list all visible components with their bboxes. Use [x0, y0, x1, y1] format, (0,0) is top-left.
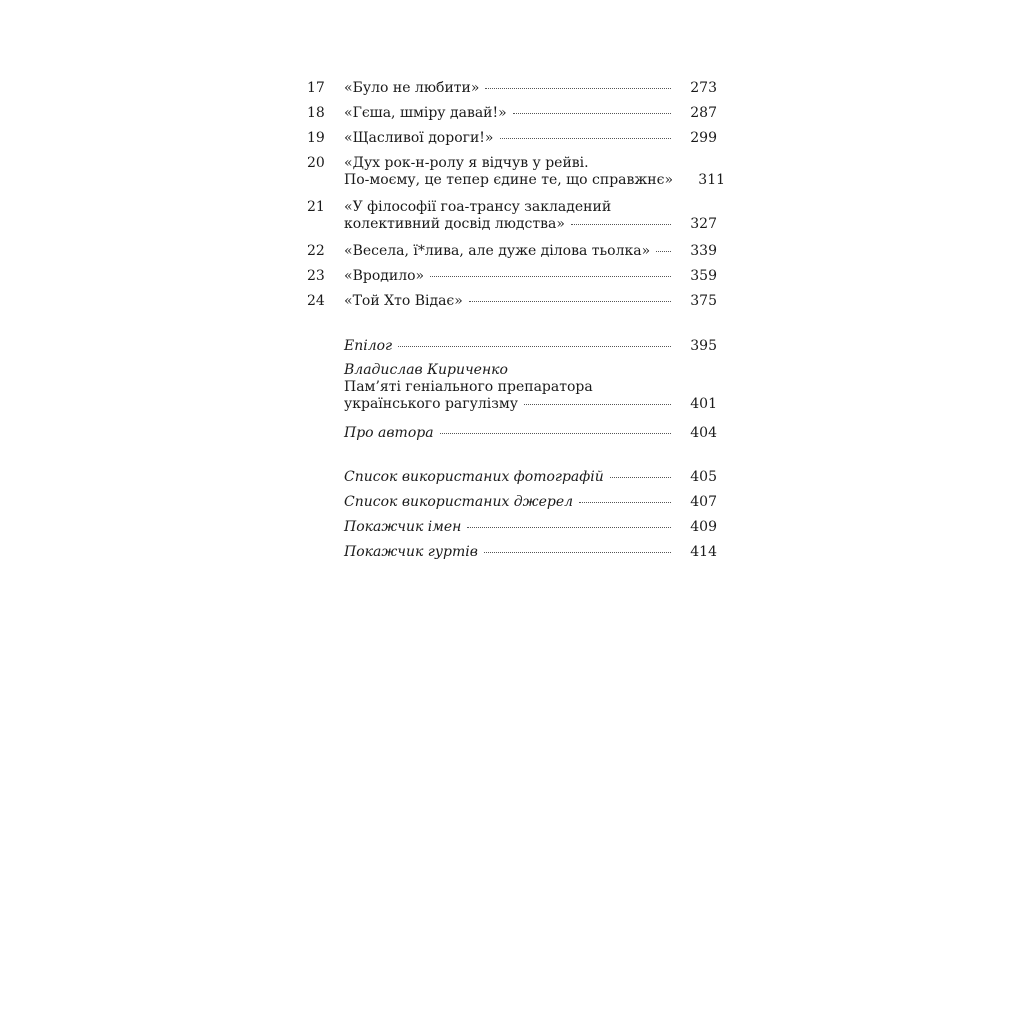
dot-leader [430, 276, 671, 277]
page-number: 299 [690, 130, 717, 146]
dot-leader [656, 251, 671, 252]
toc-entry-name-index[interactable] [344, 519, 717, 535]
chapter-title: «Той Хто Відає» [344, 293, 463, 309]
chapter-number: 19 [307, 130, 325, 146]
toc-entry-23[interactable] [307, 268, 717, 284]
page-number: 339 [690, 243, 717, 259]
dot-leader [524, 404, 671, 405]
page-number: 273 [690, 80, 717, 96]
chapter-title: «Вродило» [344, 268, 425, 284]
page-number: 401 [690, 396, 717, 412]
dot-leader [484, 552, 671, 553]
dot-leader [513, 113, 671, 114]
page-number: 407 [690, 494, 717, 510]
toc-entry-photo-list[interactable] [344, 469, 717, 485]
toc-entry-24[interactable] [307, 293, 717, 309]
section-title: Покажчик гуртів [344, 544, 478, 560]
section-title: Покажчик імен [344, 519, 462, 535]
toc-entry-19[interactable] [307, 130, 717, 146]
chapter-number: 20 [307, 155, 325, 171]
dot-leader [500, 138, 672, 139]
section-title: Список використаних фотографій [344, 469, 604, 485]
section-title: Про автора [344, 425, 434, 441]
toc-entry-20[interactable] [307, 155, 726, 188]
chapter-title: «Весела, ї*лива, але дуже ділова тьолка» [344, 243, 651, 259]
section-title: Список використаних джерел [344, 494, 574, 510]
section-title: Епілог [344, 338, 393, 354]
page-number: 327 [690, 216, 717, 232]
toc-entry-17[interactable] [307, 80, 717, 96]
toc-entry-about-author[interactable] [344, 425, 717, 441]
dot-leader [610, 477, 671, 478]
page-number: 375 [690, 293, 717, 309]
chapter-title-line-1: «У філософії гоа-трансу закладений [344, 199, 612, 215]
chapter-number: 18 [307, 105, 325, 121]
page-number: 409 [690, 519, 717, 535]
page-number: 405 [690, 469, 717, 485]
page-number: 414 [690, 544, 717, 560]
toc-entry-22[interactable] [307, 243, 717, 259]
toc-entry-21[interactable] [307, 199, 717, 232]
dot-leader [467, 527, 671, 528]
article-author: Владислав Кириченко [344, 362, 508, 378]
chapter-number: 23 [307, 268, 325, 284]
toc-entry-band-index[interactable] [344, 544, 717, 560]
chapter-title-line-2: колективний досвід людства» [344, 216, 565, 232]
article-title-line-2: українського рагулізму [344, 396, 518, 412]
chapter-title-line-1: «Дух рок-н-ролу я відчув у рейві. [344, 155, 589, 171]
chapter-title: «Гєша, шміру давай!» [344, 105, 507, 121]
page-number: 311 [698, 172, 726, 188]
toc-entry-epilogue[interactable] [344, 338, 717, 354]
page-number: 395 [690, 338, 717, 354]
dot-leader [398, 346, 671, 347]
dot-leader [571, 224, 671, 225]
dot-leader [579, 502, 671, 503]
chapter-number: 24 [307, 293, 325, 309]
dot-leader [440, 433, 671, 434]
page-number: 359 [690, 268, 717, 284]
chapter-number: 17 [307, 80, 325, 96]
page-number: 404 [690, 425, 717, 441]
article-title-line-1: Пам’яті геніального препаратора [344, 379, 593, 395]
toc-entry-sources-list[interactable] [344, 494, 717, 510]
chapter-title-line-2: По-моєму, це тепер єдине те, що справжнє» [344, 172, 674, 188]
chapter-number: 21 [307, 199, 325, 215]
chapter-number: 22 [307, 243, 325, 259]
page-number: 287 [690, 105, 717, 121]
toc-entry-afterword[interactable] [344, 362, 717, 412]
toc-entry-18[interactable] [307, 105, 717, 121]
chapter-title: «Було не любити» [344, 80, 480, 96]
dot-leader [469, 301, 671, 302]
dot-leader [485, 88, 671, 89]
chapter-title: «Щасливої дороги!» [344, 130, 494, 146]
